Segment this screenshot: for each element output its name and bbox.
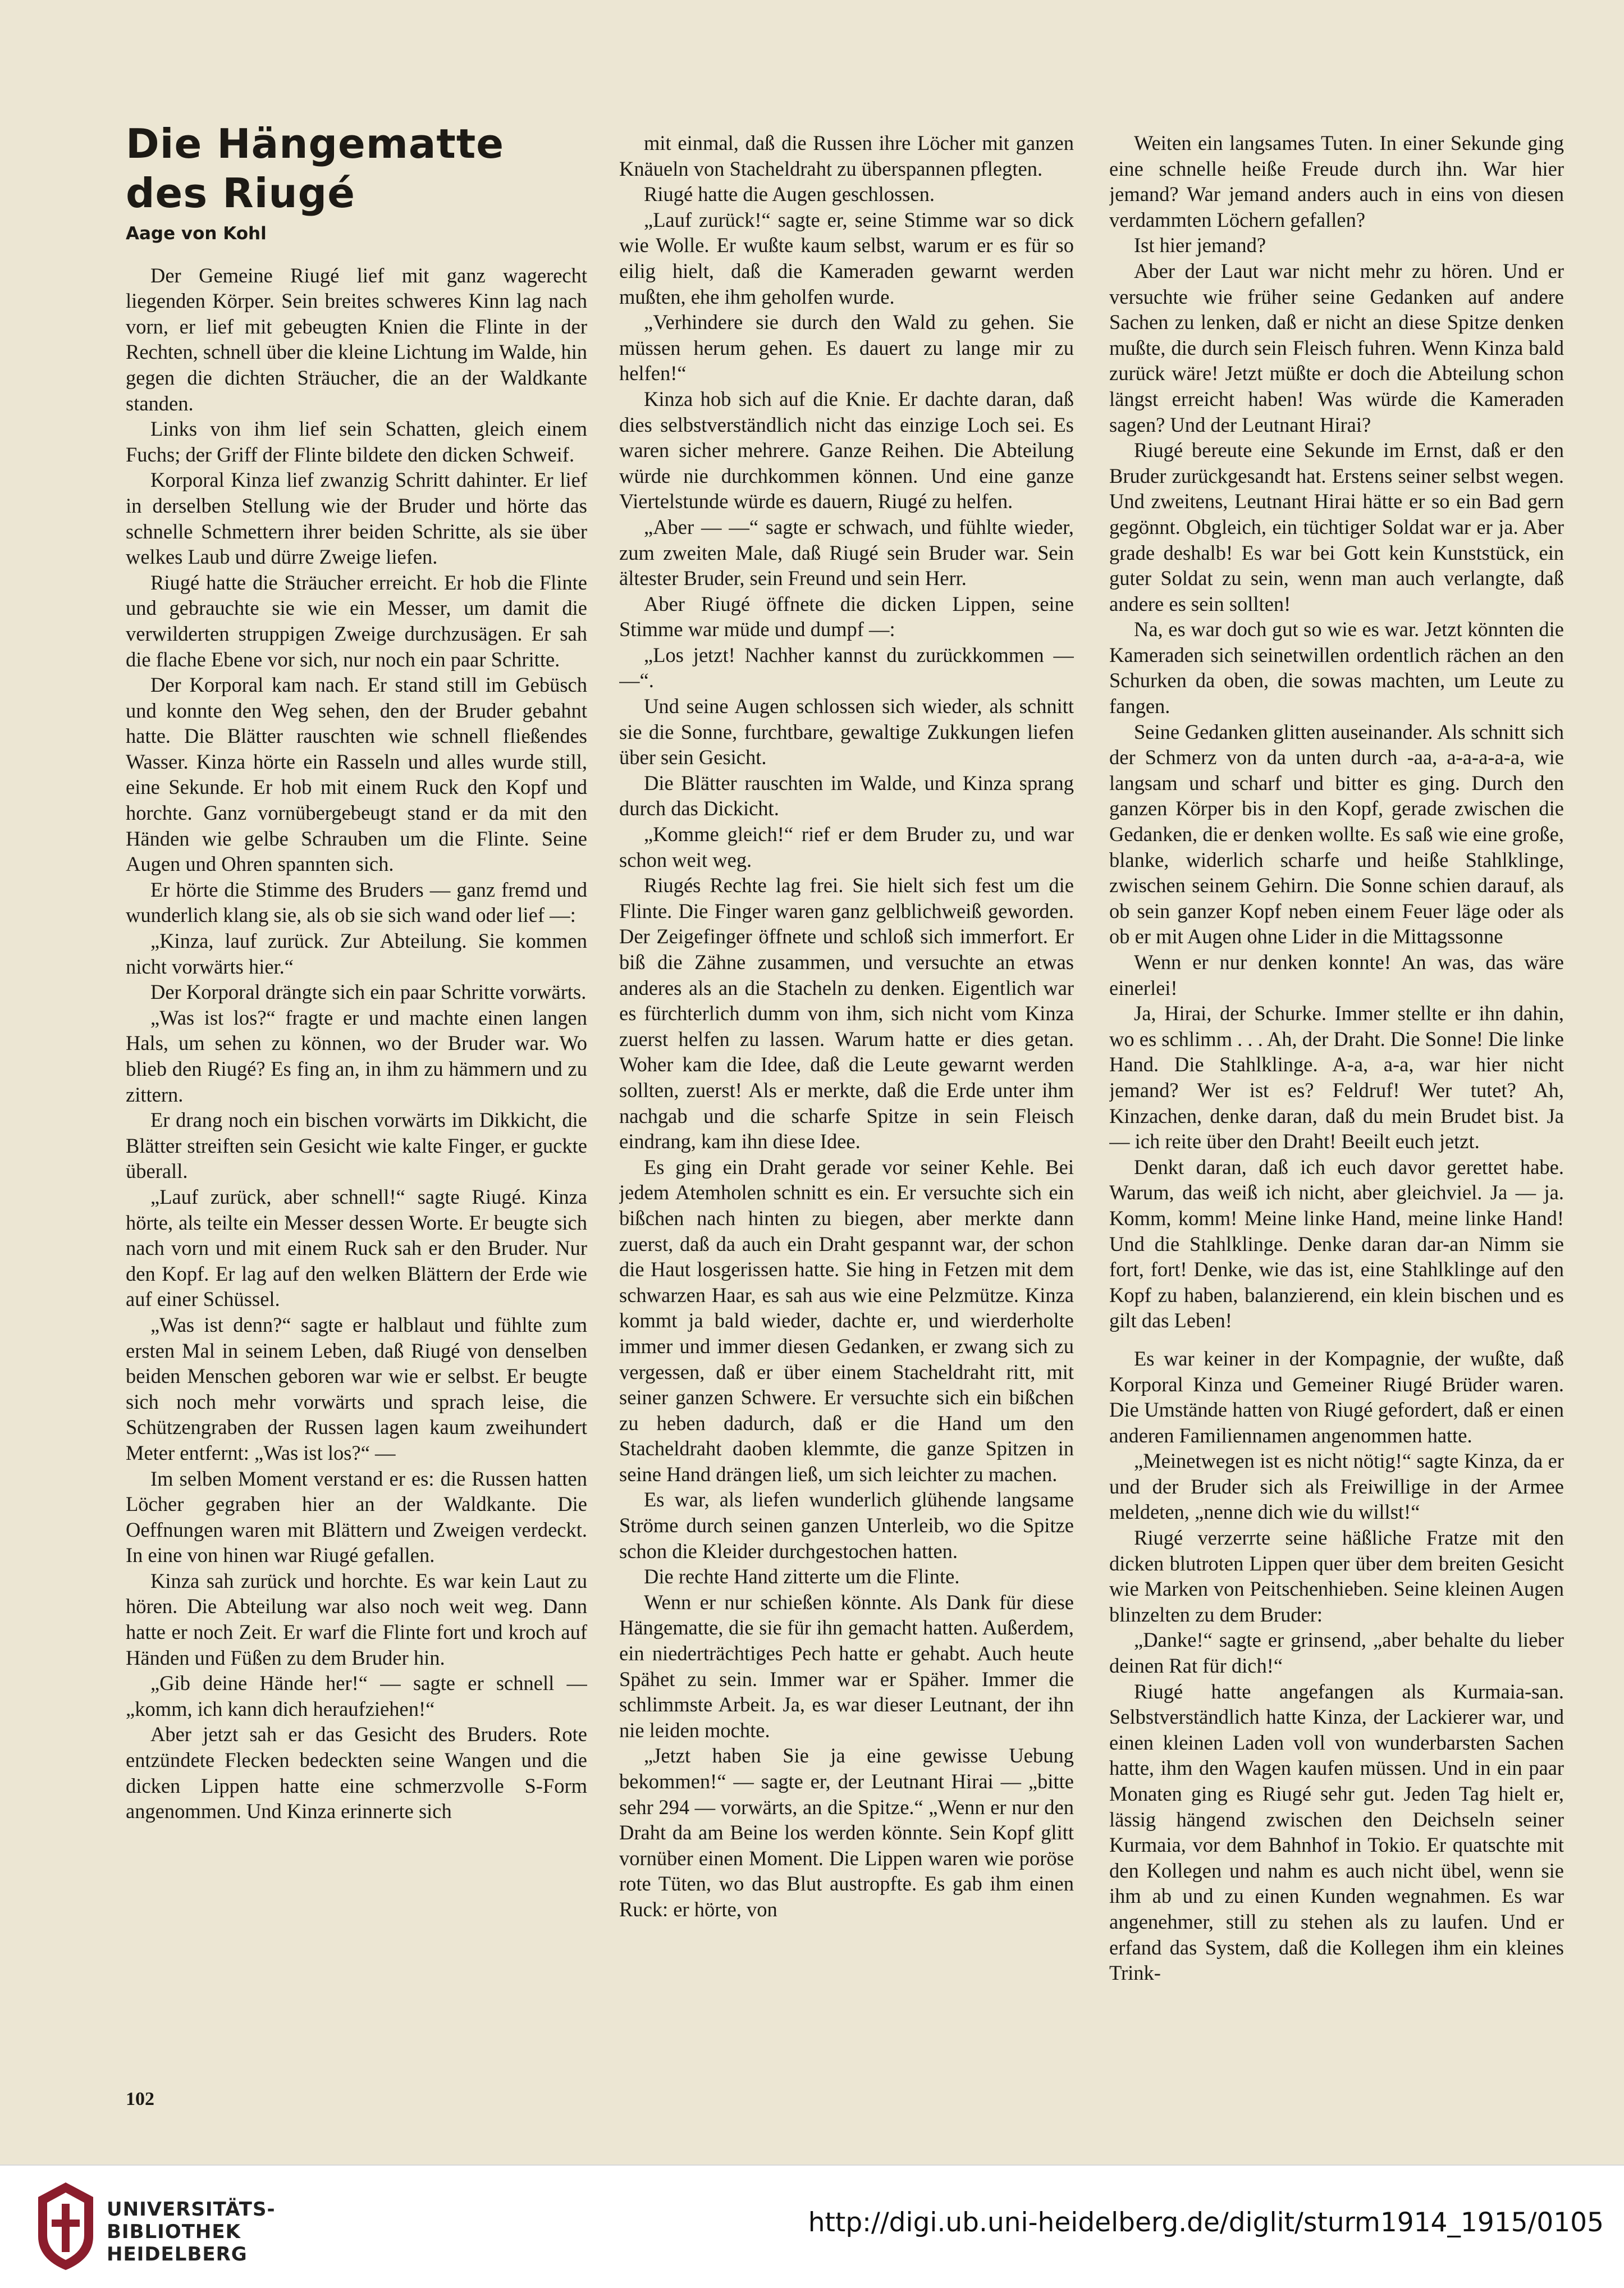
paragraph: Kinza sah zurück und horchte. Es war kein Laut zu hören. Die Abteilung war also noch weit weg. Dann hatte er noch Zeit. Er warf die Flinte fort und kroch auf Händen und Füßen zu dem Bruder hin.	[126, 1569, 587, 1669]
paragraph: Wenn er nur denken konnte! An was, das wäre einerlei!	[1109, 951, 1564, 999]
paragraph: Im selben Moment verstand er es: die Russen hatten Löcher gegraben hier an der Waldkante. Die Oeffnungen waren mit Blättern und Zweigen verdeckt. In eine von hinen war Riugé gefallen.	[126, 1467, 587, 1567]
paragraph: Die rechte Hand zitterte um die Flinte.	[644, 1565, 960, 1588]
paragraph: Wenn er nur schießen könnte. Als Dank für diese Hängematte, die sie für ihn gemacht hatten. Außerdem, ein niederträchtiges Pech hatte er gehabt. Auch heute Spähet zu sein. Immer war er Späher. Immer die schlimmste Arbeit. Ja, es war dieser Leutnant, der ihn nie leiden mochte.	[619, 1590, 1074, 1742]
university-seal-icon	[35, 2180, 97, 2273]
paragraph: Seine Gedanken glitten auseinander. Als schnitt sich der Schmerz von da unten durch -aa, a-a-a-a-a, wie langsam und scharf und bitter es ging. Durch den ganzen Körper bis in den Kopf, gerade zwischen die Gedanken, die er denken wollte. Es saß wie eine große, blanke, widerlich scharfe und heiße Stahlklinge, zwischen seinem Gehirn. Die Sonne schien darauf, als ob sein ganzer Kopf neben einem Feuer läge oder als ob er mit Augen ohne Lider in die Mittagssonne	[1109, 720, 1564, 948]
library-name-line-3: HEIDELBERG	[107, 2243, 248, 2266]
paragraph: Der Korporal kam nach. Er stand still im Gebüsch und konnte den Weg sehen, den der Bruder gebahnt hatte. Die Blätter rauschten wie schnell fließendes Wasser. Kinza hörte ein Rasseln und alles wurde still, eine Sekunde. Er hob mit einem Ruck den Kopf und horchte. Ganz vornübergebeugt stand er da mit den Händen wie gelbe Schrauben um die Flinte. Seine Augen und Ohren spannten sich.	[126, 673, 587, 876]
paragraph: Weiten ein langsames Tuten. In einer Sekunde ging eine schnelle heiße Freude durch ihn. War hier jemand? War jemand anders auch in eins von diesen verdammten Löchern gefallen?	[1109, 131, 1564, 231]
paragraph: „Was ist los?“ fragte er und machte einen langen Hals, um sehen zu können, wo der Bruder war. Wo blieb den Riugé? Es fing an, in ihm zu hämmern und zu zittern.	[126, 1006, 587, 1106]
page-number: 102	[126, 2089, 154, 2109]
paragraph: Der Korporal drängte sich ein paar Schritte vorwärts.	[150, 980, 587, 1004]
column-1-body	[126, 263, 587, 1824]
paragraph: Die Blätter rauschten im Walde, und Kinza sprang durch das Dickicht.	[619, 771, 1074, 820]
paragraph: Riugé bereute eine Sekunde im Ernst, daß er den Bruder zurückgesandt hat. Erstens seiner selbst wegen. Und zweitens, Leutnant Hirai hätte er so ein Bad gern gegönnt. Obgleich, ein tüchtiger Soldat war er ja. Aber grade deshalb! Es war bei Gott kein Kunststück, ein guter Soldat zu sein, wenn man auch verlangte, daß andere es sein sollten!	[1109, 439, 1564, 615]
paragraph: Links von ihm lief sein Schatten, gleich einem Fuchs; der Griff der Flinte bildete den dicken Schweif.	[126, 417, 587, 466]
paragraph: „Lauf zurück!“ sagte er, seine Stimme war so dick wie Wolle. Er wußte kaum selbst, warum er es für so eilig hielt, daß die Kameraden gewarnt werden mußten, ehe ihm geholfen wurde.	[619, 208, 1074, 308]
paragraph: Riugé verzerrte seine häßliche Fratze mit den dicken blutroten Lippen quer über dem breiten Gesicht wie Marken von Peitschenhieben. Seine kleinen Augen blinzelten zu dem Bruder:	[1109, 1526, 1564, 1626]
paragraph: „Verhindere sie durch den Wald zu gehen. Sie müssen herum gehen. Es dauert zu lange mir zu helfen!“	[619, 310, 1074, 385]
paragraph: Und seine Augen schlossen sich wieder, als schnitt sie die Sonne, furchtbare, gewaltige Zukkungen liefen über sein Gesicht.	[619, 695, 1074, 769]
paragraph: Riugé hatte angefangen als Kurmaia-san. Selbstverständlich hatte Kinza, der Lackierer war, und einen kleinen Laden voll von wunderbarsten Sachen hatte, ihm den Wagen kaufen müssen. Und in ein paar Monaten ging es Riugé sehr gut. Jeden Tag hielt er, lässig hängend zwischen den Deichseln seiner Kurmaia, vor dem Bahnhof in Tokio. Er quatschte mit den Kollegen und nahm es auch nicht übel, wenn sie ihm ab und zu einen Kunden wegnahmen. Es war angenehmer, still zu stehen als zu laufen. Und er erfand das System, daß die Kollegen ihm ein kleines Trink-	[1109, 1679, 1564, 1985]
paragraph: mit einmal, daß die Russen ihre Löcher mit ganzen Knäueln von Stacheldraht zu überspannen pflegten.	[619, 131, 1074, 180]
paragraph: Es war keiner in der Kompagnie, der wußte, daß Korporal Kinza und Gemeiner Riugé Brüder waren. Die Umstände hatten von Riugé gefordert, daß er einen anderen Familiennamen angenommen hatte.	[1109, 1346, 1564, 1447]
paragraph: „Los jetzt! Nachher kannst du zurückkommen — —“.	[619, 643, 1074, 692]
paragraph: Ja, Hirai, der Schurke. Immer stellte er ihn dahin, wo es schlimm . . . Ah, der Draht. Die Sonne! Die linke Hand. Die Stahlklinge. A-a, a-a, war hier nicht jemand? Wer ist es? Feldruf! Wer tutet? Ah, Kinzachen, denke daran, daß du mein Brudet bist. Ja — ich reite über den Draht! Beeilt euch jetzt.	[1109, 1002, 1564, 1153]
footer-bar	[0, 2164, 1624, 2288]
paragraph: Riugé hatte die Augen geschlossen.	[644, 182, 935, 206]
paragraph: Riugés Rechte lag frei. Sie hielt sich fest um die Flinte. Die Finger waren ganz gelblichweiß geworden. Der Zeigefinger öffnete und schloß sich immerfort. Er biß die Zähne zusammen, und versuchte an etwas anderes als an die Stacheln zu denken. Eigentlich war es fürchterlich dumm von ihm, sich nicht vom Kinza zuerst helfen zu lassen. Warum hatte er dies getan. Woher kam die Idee, daß die Leute gewarnt werden sollten, zuerst! Als er merkte, daß die Erde unter ihm nachgab und die scharfe Spitze in sein Fleisch eindrang, kam ihn diese Idee.	[619, 874, 1074, 1153]
paragraph: „Kinza, lauf zurück. Zur Abteilung. Sie kommen nicht vorwärts hier.“	[126, 929, 587, 978]
paragraph: Aber jetzt sah er das Gesicht des Bruders. Rote entzündete Flecken bedeckten seine Wangen und die dicken Lippen hatte eine schmerzvolle S-Form angenommen. Und Kinza erinnerte sich	[126, 1723, 587, 1823]
source-url-link[interactable]: http://digi.ub.uni-heidelberg.de/diglit/sturm1914_1915/0105	[808, 2207, 1604, 2238]
column-3-body	[1109, 130, 1564, 1986]
paragraph: „Gib deine Hände her!“ — sagte er schnell — „komm, ich kann dich heraufziehen!“	[126, 1672, 587, 1720]
paragraph: Er hörte die Stimme des Bruders — ganz fremd und wunderlich klang sie, als ob sie sich wand oder lief —:	[126, 878, 587, 927]
text-column-2	[619, 130, 1074, 2163]
paragraph: Denkt daran, daß ich euch davor gerettet habe. Warum, das weiß ich nicht, aber gleichviel. Ja — ja. Komm, komm! Meine linke Hand, meine linke Hand! Und die Stahlklinge. Denke daran dar-an Nimm sie fort, fort! Denke, wie das ist, eine Stahlklinge auf den Kopf zu haben, balanzierend, ein klein bischen und es gilt das Leben!	[1109, 1155, 1564, 1332]
paragraph: Na, es war doch gut so wie es war. Jetzt könnten die Kameraden sich seinetwillen ordentlich rächen an den Schurken da oben, die sowas machten, um Leute zu fangen.	[1109, 618, 1564, 718]
paragraph: Es war, als liefen wunderlich glühende langsame Ströme durch seinen ganzen Unterleib, wo die Spitze schon die Kleider durchgestochen hatten.	[619, 1488, 1074, 1563]
text-column-1	[126, 119, 587, 2067]
paragraph: Der Gemeine Riugé lief mit ganz wagerecht liegenden Körper. Sein breites schweres Kinn lag nach vorn, er lief mit gebeugten Knien die Flinte in der Rechten, schnell über die kleine Lichtung im Walde, hin gegen die dichten Sträucher, die an der Waldkante standen.	[126, 263, 587, 415]
paragraph: „Aber — —“ sagte er schwach, und fühlte wieder, zum zweiten Male, daß Riugé sein Bruder war. Sein ältester Bruder, sein Freund und sein Herr.	[619, 515, 1074, 590]
paragraph: Korporal Kinza lief zwanzig Schritt dahinter. Er lief in derselben Stellung wie der Bruder und hörte das schnelle Schmettern ihrer beiden Schritte, als sie über welkes Laub und dürre Zweige liefen.	[126, 468, 587, 569]
paragraph: Aber der Laut war nicht mehr zu hören. Und er versuchte wie früher seine Gedanken auf andere Sachen zu lenken, daß er nicht an diese Spitze denken mußte, die durch sein Fleisch fuhren. Wenn Kinza bald zurück wäre! Jetzt müßte er doch die Abteilung schon längst erreicht haben! Was würde die Kameraden sagen? Und der Leutnant Hirai?	[1109, 259, 1564, 436]
library-name	[107, 2198, 276, 2266]
paragraph: Ist hier jemand?	[1134, 234, 1266, 257]
paragraph: „Lauf zurück, aber schnell!“ sagte Riugé. Kinza hörte, als teilte ein Messer dessen Worte. Er beugte sich nach vorn und mit einem Ruck sah er den Bruder. Nur den Kopf. Er lag auf den welken Blättern der Erde wie auf einer Schüssel.	[126, 1185, 587, 1311]
paragraph: Es ging ein Draht gerade vor seiner Kehle. Bei jedem Atemholen schnitt es ein. Er versuchte sich ein bißchen nach hinten zu biegen, aber merkte dann zuerst, daß da auch ein Draht gespannt war, der schon die Haut losgerissen hatte. Sie hing in Fetzen mit dem schwarzen Haar, es sah aus wie eine Pelzmütze. Kinza kommt ja bald wieder, dachte er, und wierderholte immer und immer diesen Gedanken, er zwang sich zu vergessen, daß er über einem Stacheldraht ritt, mit seiner ganzen Schwere. Er versuchte sich ein bißchen zu heben dadurch, daß er die Hand um den Stacheldraht daoben klemmte, die ganze Spitzen in seine Hand drängen ließ, um sich leichter zu machen.	[619, 1155, 1074, 1486]
library-name-line-1: UNIVERSITÄTS-	[107, 2198, 276, 2221]
paragraph: Aber Riugé öffnete die dicken Lippen, seine Stimme war müde und dumpf —:	[619, 592, 1074, 641]
paragraph: „Komme gleich!“ rief er dem Bruder zu, und war schon weit weg.	[619, 823, 1074, 871]
text-column-3	[1109, 130, 1564, 2163]
column-2-body	[619, 130, 1074, 1922]
article-title: Die Hängematte des Riugé	[126, 120, 505, 217]
paragraph: Riugé hatte die Sträucher erreicht. Er hob die Flinte und gebrauchte sie wie ein Messer, um damit die verwilderten struppigen Zweige durchzusägen. Er sah die flache Ebene vor sich, nur noch ein paar Schritte.	[126, 570, 587, 671]
paragraph: Er drang noch ein bischen vorwärts im Dikkicht, die Blätter streiften sein Gesicht wie kalte Finger, er guckte überall.	[126, 1108, 587, 1183]
article-author: Aage von Kohl	[126, 223, 267, 244]
paragraph: „Jetzt haben Sie ja eine gewisse Uebung bekommen!“ — sagte er, der Leutnant Hirai — „bitte sehr 294 — vorwärts, an die Spitze.“ „Wenn er nur den Draht da am Beine los werden könnte. Sein Kopf glitt vornüber einen Moment. Die Lippen waren wie poröse rote Tüten, wo das Blut austropfte. Es gab ihm einen Ruck: er hörte, von	[619, 1744, 1074, 1921]
library-name-line-2: BIBLIOTHEK	[107, 2221, 241, 2243]
paragraph: Kinza hob sich auf die Knie. Er dachte daran, daß dies selbstverständlich nicht das einzige Loch sei. Es waren sicher mehrere. Ganze Reihen. Die Abteilung würde nie durchkommen können. Und eine ganze Viertelstunde würde es dauern, Riugé zu helfen.	[619, 387, 1074, 513]
paragraph: „Meinetwegen ist es nicht nötig!“ sagte Kinza, da er und der Bruder sich als Freiwillige in der Armee meldeten, „nenne dich wie du willst!“	[1109, 1449, 1564, 1524]
paragraph: „Was ist denn?“ sagte er halblaut und fühlte zum ersten Mal in seinem Leben, daß Riugé von denselben beiden Menschen geboren war wie er selbst. Er beugte sich noch mehr vorwärts und sprach leise, die Schützengraben der Russen lagen kaum zweihundert Meter entfernt: „Was ist los?“ —	[126, 1313, 587, 1464]
paragraph: „Danke!“ sagte er grinsend, „aber behalte du lieber deinen Rat für dich!“	[1109, 1628, 1564, 1678]
